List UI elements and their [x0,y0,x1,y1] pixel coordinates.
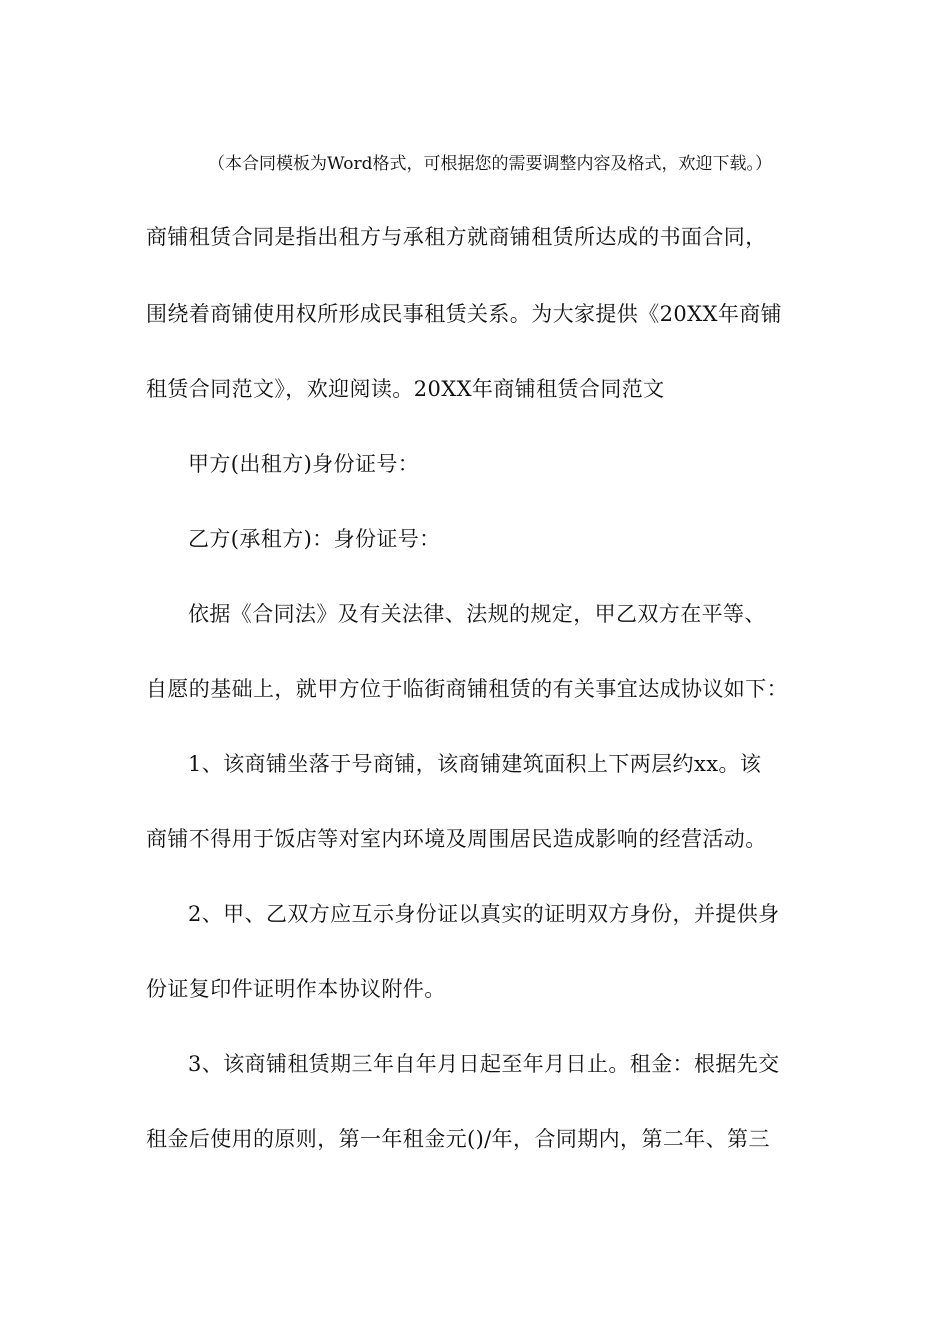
clause-3-line: 3、该商铺租赁期三年自年月日起至年月日止。租金：根据先交 [188,1052,780,1076]
clause-2-line: 2、甲、乙双方应互示身份证以真实的证明双方身份，并提供身 [188,902,780,926]
paragraph-line: 商铺租赁合同是指出租方与承租方就商铺租赁所达成的书面合同， [146,225,767,249]
template-note: （本合同模板为Word格式，可根据您的需要调整内容及格式，欢迎下载。） [207,154,773,174]
paragraph-line: 份证复印件证明作本协议附件。 [146,977,446,1001]
paragraph-line: 商铺不得用于饭店等对室内环境及周围居民造成影响的经营活动。 [146,827,767,851]
paragraph-line: 围绕着商铺使用权所形成民事租赁关系。为大家提供《20XX年商铺 [146,302,783,326]
party-b-line: 乙方(承租方)：身份证号： [188,527,441,551]
paragraph-line: 自愿的基础上，就甲方位于临街商铺租赁的有关事宜达成协议如下： [146,677,788,701]
paragraph-line: 租金后使用的原则，第一年租金元()/年，合同期内，第二年、第三 [146,1127,770,1151]
clause-1-line: 1、该商铺坐落于号商铺，该商铺建筑面积上下两层约xx。该 [188,752,762,776]
paragraph-line: 租赁合同范文》，欢迎阅读。20XX年商铺租赁合同范文 [146,377,665,401]
party-a-line: 甲方(出租方)身份证号： [188,452,420,476]
paragraph-line: 依据《合同法》及有关法律、法规的规定，甲乙双方在平等、 [188,602,766,626]
